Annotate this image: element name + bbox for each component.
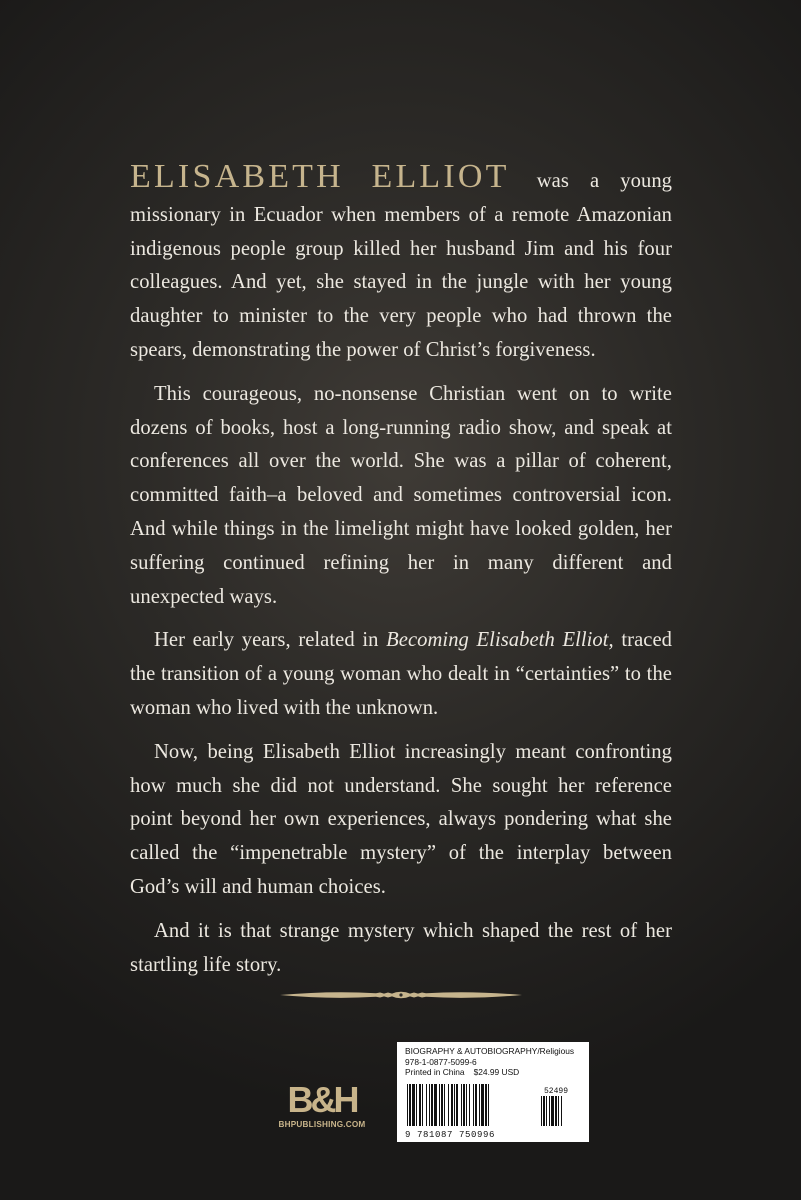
printed-price-line (405, 1067, 583, 1078)
previous-book-title: Becoming Elisabeth Elliot, (386, 629, 614, 652)
paragraph-1 (130, 160, 672, 368)
bisac-category: BIOGRAPHY & AUTOBIOGRAPHY/Religious (405, 1046, 575, 1056)
author-name: ELISABETH ELLIOT (130, 158, 510, 195)
price-addon: 52499 (544, 1087, 569, 1096)
paragraph-2: This courageous, no-nonsense Christian went on to write dozens of books, host a long-running radio show, and speak at conferences all over the world. She was a pillar of coherent, committed faith–a beloved and sometimes controversial icon. And while things in the limelight might have looked golden, her suffering continued refining her in many different and unexpected ways. (130, 382, 672, 608)
paragraph-3-lead: Her early years, related in (154, 629, 379, 652)
paragraph-5: And it is that strange mystery which shaped the rest of her startling life story. (130, 919, 672, 976)
paragraph-3-rest: traced the transition of a young woman who dealt in “certainties” to the woman who lived with the unknown. (130, 629, 672, 719)
divider-ornament (280, 988, 522, 1002)
printed-in: Printed in China (405, 1067, 465, 1077)
barcode-label (397, 1042, 589, 1142)
isbn-text: 978-1-0877-5099-6 (405, 1056, 477, 1067)
bh-logo-mark: B&H (287, 1079, 357, 1120)
paragraph-4: Now, being Elisabeth Elliot increasingly meant confronting how much she did not understand. She sought her reference point beyond her own experiences, always pondering what she called the “impenetrable mystery” of the interplay between God’s will and human choices. (130, 740, 672, 898)
publisher-url: BHPUBLISHING.COM (278, 1120, 366, 1129)
paragraph-3 (130, 624, 672, 725)
paragraph-1-text: was a young missionary in Ecuador when members of a remote Amazonian indigenous people group killed her husband Jim and his four colleagues. And yet, she stayed in the jungle with her young daughter to minister to the very people who had thrown the spears, demonstrating the power of Christ’s forgiveness. (130, 170, 673, 361)
back-cover-blurb (130, 160, 672, 992)
price: $24.99 USD (473, 1067, 520, 1077)
ean-digits: 9 781087 750996 (405, 1130, 496, 1140)
publisher-logo (270, 1079, 374, 1129)
